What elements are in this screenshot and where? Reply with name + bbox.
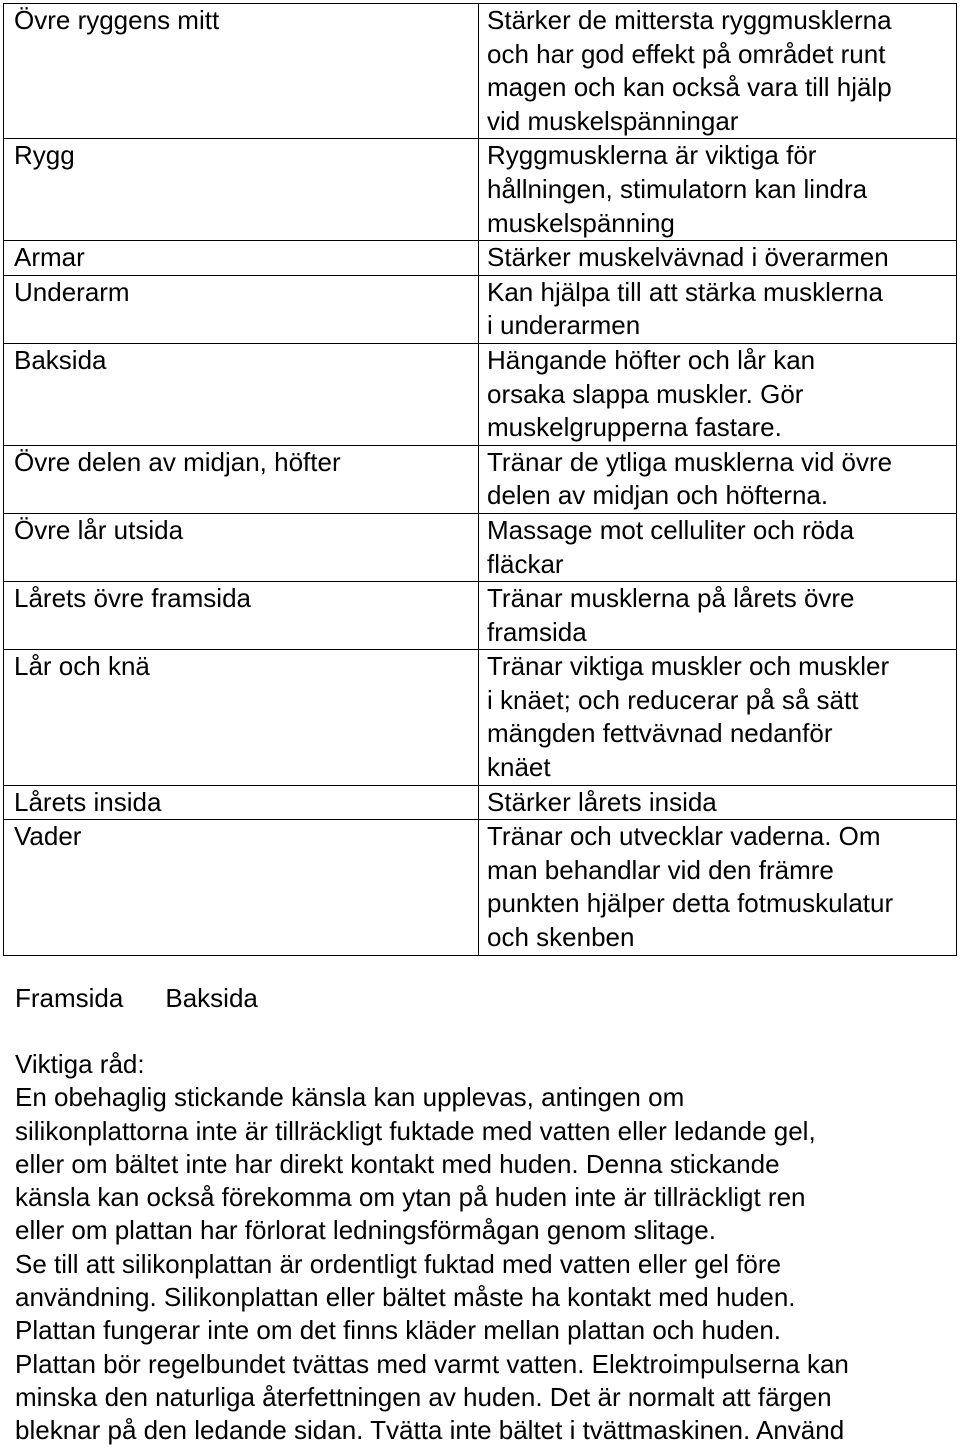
area-label: Lårets insida <box>14 786 162 817</box>
area-cell <box>4 445 479 513</box>
area-cell <box>4 650 479 785</box>
area-cell <box>4 4 479 139</box>
effect-line: muskelspänning <box>487 207 675 238</box>
effect-line: fläckar <box>487 548 564 579</box>
area-cell <box>4 241 479 276</box>
effect-line: i knäet; och reducerar på så sätt <box>487 684 859 715</box>
effect-line: Tränar musklerna på lårets övre <box>487 583 855 614</box>
effect-line: mängden fettvävnad nedanför <box>487 718 833 749</box>
area-cell <box>4 582 479 650</box>
caption-front: Framsida <box>15 983 124 1013</box>
table-row <box>4 4 957 139</box>
advice-line: bleknar på den ledande sidan. Tvätta inte bältet i tvättmaskinen. Använd <box>15 1415 845 1446</box>
effect-line: Kan hjälpa till att stärka musklerna <box>487 276 883 307</box>
effect-cell <box>479 785 957 820</box>
area-cell <box>4 785 479 820</box>
table-row <box>4 241 957 276</box>
area-label: Övre lår utsida <box>14 514 184 545</box>
effect-cell <box>479 241 957 276</box>
effect-line: muskelgrupperna fastare. <box>487 412 782 443</box>
effect-cell <box>479 4 957 139</box>
effect-line: magen och kan också vara till hjälp <box>487 72 892 103</box>
area-label: Vader <box>14 821 82 852</box>
advice-line: Plattan bör regelbundet tvättas med varmt vatten. Elektroimpulserna kan <box>15 1348 849 1379</box>
advice-line: minska den naturliga återfettningen av huden. Det är normalt att färgen <box>15 1381 832 1412</box>
effect-line: i underarmen <box>487 310 641 341</box>
effect-cell <box>479 343 957 445</box>
area-label: Övre ryggens mitt <box>14 5 220 35</box>
effect-line: framsida <box>487 616 587 647</box>
figure-captions <box>15 982 258 1016</box>
effect-line: Massage mot celluliter och röda <box>487 514 855 545</box>
caption-back: Baksida <box>165 983 258 1013</box>
effect-cell <box>479 139 957 241</box>
area-label: Lårets övre framsida <box>14 583 251 614</box>
muscle-area-table <box>3 3 957 956</box>
effect-line: Tränar de ytliga musklerna vid övre <box>487 446 893 477</box>
advice-line: användning. Silikonplattan eller bältet måste ha kontakt med huden. <box>15 1282 796 1313</box>
effect-line: Tränar och utvecklar vaderna. Om <box>487 821 881 852</box>
effect-line: vid muskelspänningar <box>487 105 739 136</box>
table-row <box>4 275 957 343</box>
area-cell <box>4 513 479 581</box>
area-cell <box>4 275 479 343</box>
effect-line: orsaka slappa muskler. Gör <box>487 378 804 409</box>
effect-line: Hängande höfter och lår kan <box>487 344 816 375</box>
effect-cell <box>479 275 957 343</box>
area-label: Lår och knä <box>14 651 150 682</box>
advice-line: eller om bältet inte har direkt kontakt med huden. Denna stickande <box>15 1148 780 1179</box>
table-row <box>4 139 957 241</box>
advice-line: Plattan fungerar inte om det finns kläder mellan plattan och huden. <box>15 1315 782 1346</box>
advice-line: eller om plattan har förlorat ledningsförmågan genom slitage. <box>15 1215 716 1246</box>
effect-line: och har god effekt på området runt <box>487 38 886 69</box>
table-row <box>4 513 957 581</box>
area-label: Armar <box>14 242 85 273</box>
effect-line: hållningen, stimulatorn kan lindra <box>487 173 868 204</box>
table-row <box>4 785 957 820</box>
effect-line: Ryggmusklerna är viktiga för <box>487 140 817 171</box>
effect-cell <box>479 582 957 650</box>
effect-line: och skenben <box>487 922 635 953</box>
effect-line: punkten hjälper detta fotmuskulatur <box>487 888 894 919</box>
effect-cell <box>479 445 957 513</box>
effect-line: man behandlar vid den främre <box>487 854 834 885</box>
effect-cell <box>479 513 957 581</box>
effect-line: knäet <box>487 752 551 783</box>
area-label: Underarm <box>14 276 130 307</box>
effect-line: Stärker de mittersta ryggmusklerna <box>487 5 892 35</box>
advice-heading: Viktiga råd: <box>15 1049 145 1079</box>
table-row <box>4 650 957 785</box>
effect-line: Stärker lårets insida <box>487 786 717 817</box>
effect-cell <box>479 820 957 955</box>
area-cell <box>4 139 479 241</box>
advice-line: silikonplattorna inte är tillräckligt fuktade med vatten eller ledande gel, <box>15 1115 816 1146</box>
advice-line: känsla kan också förekomma om ytan på huden inte är tillräckligt ren <box>15 1182 806 1213</box>
area-cell <box>4 343 479 445</box>
table-row <box>4 582 957 650</box>
effect-line: Stärker muskelvävnad i överarmen <box>487 242 889 273</box>
important-advice-section <box>15 1048 955 1448</box>
area-label: Baksida <box>14 344 107 375</box>
effect-line: Tränar viktiga muskler och muskler <box>487 651 890 682</box>
table-row <box>4 445 957 513</box>
effect-line: delen av midjan och höfterna. <box>487 480 829 511</box>
advice-line: Se till att silikonplattan är ordentligt fuktad med vatten eller gel före <box>15 1248 781 1279</box>
table-row <box>4 820 957 955</box>
area-label: Övre delen av midjan, höfter <box>14 446 341 477</box>
table-row <box>4 343 957 445</box>
effect-cell <box>479 650 957 785</box>
area-label: Rygg <box>14 140 75 171</box>
area-cell <box>4 820 479 955</box>
advice-line: En obehaglig stickande känsla kan upplevas, antingen om <box>15 1082 685 1113</box>
